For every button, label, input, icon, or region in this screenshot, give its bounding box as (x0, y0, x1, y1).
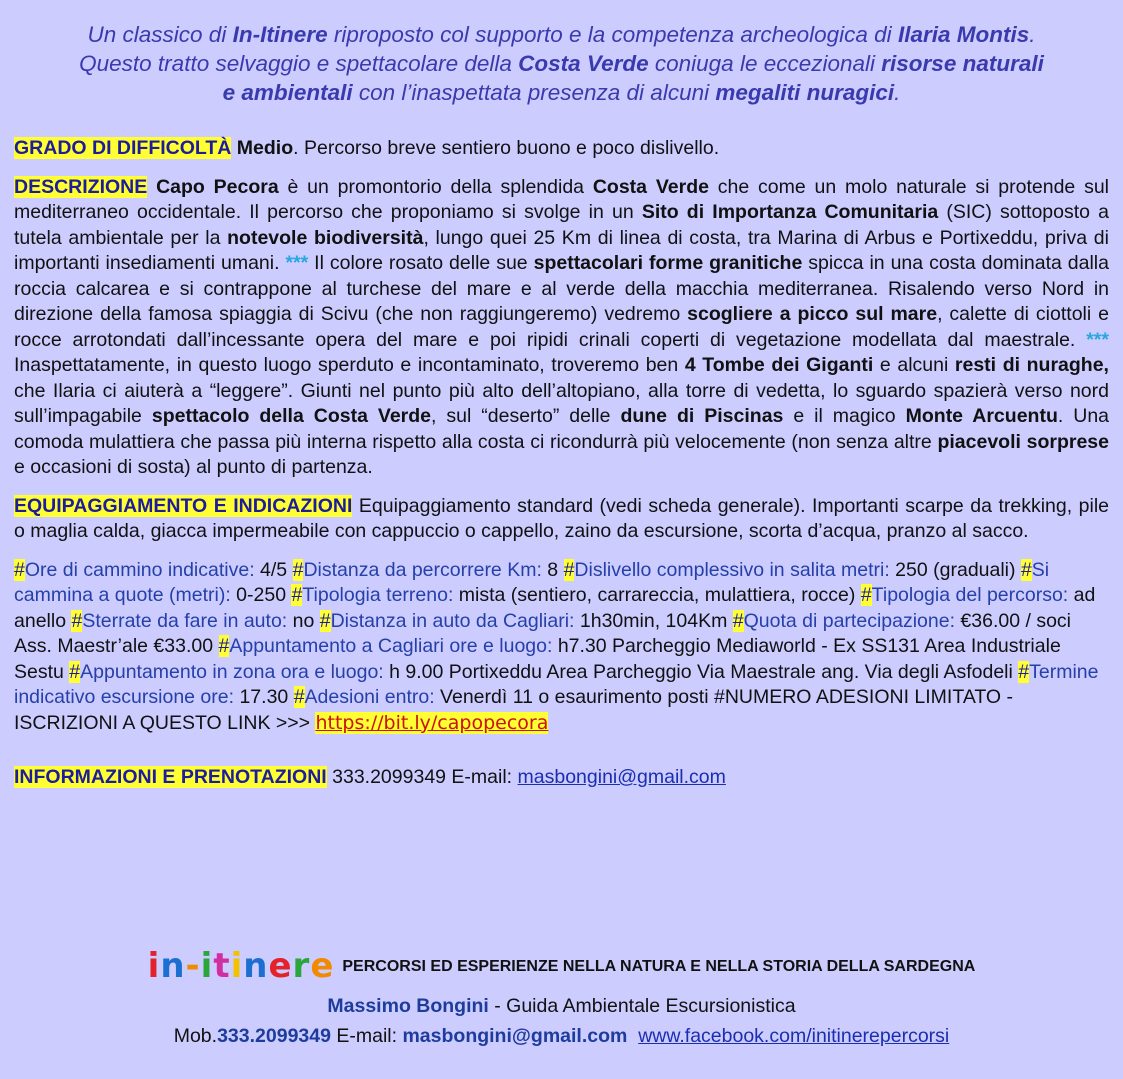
archaeologist-name: Ilaria Montis (897, 22, 1030, 47)
detail-item: #Tipologia del percorso: ad anello (14, 584, 1096, 632)
equipment-label: EQUIPAGGIAMENTO E INDICAZIONI (14, 494, 353, 517)
logo-letter: n (243, 946, 269, 986)
footer-logo-line (0, 946, 1123, 986)
signup-link[interactable]: https://bit.ly/capopecora (315, 711, 549, 734)
mobile-number: 333.2099349 (217, 1025, 331, 1047)
detail-item: #Distanza da percorrere Km: 8 (292, 558, 564, 581)
equipment-section: EQUIPAGGIAMENTO E INDICAZIONI Equipaggiamento standard (vedi scheda generale). Importanti scarpe da trekking, pile o maglia calda, giacca impermeabile con cappuccio o cappello, zaino da escursione, scorta d’acqua, pranzo al sacco. (14, 494, 1109, 542)
difficulty-label: GRADO DI DIFFICOLTÀ (14, 137, 232, 159)
detail-item: #Si cammina a quote (metri): 0-250 (14, 558, 1050, 606)
detail-item: #Adesioni entro: Venerdì 11 o esaurimento posti (293, 686, 714, 708)
logo-letter: e (310, 946, 335, 986)
footer-email: masbongini@gmail.com (402, 1025, 628, 1047)
logo-letter: i (200, 946, 214, 986)
logo-letter: i (230, 946, 244, 986)
detail-item: #Appuntamento in zona ora e luogo: h 9.00 Portixeddu Area Parcheggio Via Maestrale ang. Via degli Asfodeli (69, 660, 1019, 683)
detail-item: #Dislivello complessivo in salita metri: 250 (graduali) (563, 558, 1021, 581)
footer-guide: Massimo Bongini - Guida Ambientale Escursionistica (327, 995, 796, 1017)
difficulty-level: Medio (236, 137, 294, 159)
intro (14, 20, 1109, 107)
logo-letter: n (160, 946, 186, 986)
brand-name: In-Itinere (232, 22, 328, 47)
separator-stars: *** (285, 252, 309, 274)
detail-item: #Tipologia terreno: mista (sentiero, carrareccia, mulattiera, rocce) (291, 584, 861, 606)
limited-notice: #NUMERO ADESIONI LIMITATO - ISCRIZIONI A QUESTO LINK >>> (14, 686, 1014, 734)
guide-name: Massimo Bongini (327, 995, 489, 1017)
intro-line-1: Un classico di In-Itinere riproposto col supporto e la competenza archeologica di Ilaria Montis. (87, 22, 1036, 47)
details-section (14, 558, 1109, 737)
info-section: INFORMAZIONI E PRENOTAZIONI 333.2099349 E-mail: masbongini@gmail.com (14, 766, 726, 788)
logo-letter: r (292, 946, 311, 986)
logo-letter: e (268, 946, 293, 986)
description-label: DESCRIZIONE (14, 175, 148, 198)
logo-letter: i (147, 946, 161, 986)
info-label: INFORMAZIONI E PRENOTAZIONI (14, 766, 327, 788)
footer-contacts: Mob.333.2099349 E-mail: masbongini@gmail.com www.facebook.com/initinerepercorsi (173, 1025, 950, 1047)
detail-item: #Termine indicativo escursione ore: 17.30 (14, 660, 1099, 708)
detail-item: #Sterrate da fare in auto: no (71, 609, 320, 632)
detail-item: #Distanza in auto da Cagliari: 1h30min, 104Km (319, 609, 733, 632)
in-itinere-logo (148, 946, 335, 986)
detail-item: #Quota di partecipazione: €36.00 / soci Ass. Maestr’ale €33.00 (14, 609, 1071, 657)
description-section: DESCRIZIONE Capo Pecora è un promontorio della splendida Costa Verde che come un molo naturale si protende sul mediterraneo occidentale. Il percorso che proponiamo si svolge in un Sito di Importanza Comunitaria (SIC) sottoposto a tutela ambientale per la notevole biodiversità, lungo quei 25 Km di linea di costa, tra Marina di Arbus e Portixeddu, priva di importanti insediamenti umani. *** Il colore rosato delle sue spettacolari forme granitiche spicca in una costa dominata dalla roccia calcarea e si contrappone al turchese del mare e al verde della macchia mediterranea. Risalendo verso Nord in direzione della famosa spiaggia di Scivu (che non raggiungeremo) vedremo scogliere a picco sul mare, calette di ciottoli e rocce arrotondati dall’incessante opera del mare e poi ripidi crinali coperti di vegetazione modellata dal maestrale. *** Inaspettatamente, in questo luogo sperduto e incontaminato, troveremo ben 4 Tombe dei Giganti e alcuni resti di nuraghe, che Ilaria ci aiuterà a “leggere”. Giunti nel punto più alto dell’altopiano, alla torre di vedetta, lo sguardo spazierà verso nord sull’impagabile spettacolo della Costa Verde, sul “deserto” delle dune di Piscinas e il magico Monte Arcuentu. Una comoda mulattiera che passa più interna rispetto alla costa ci ricondurrà più velocemente (non senza altre piacevoli sorprese e occasioni di sosta) al punto di partenza. (14, 175, 1110, 478)
intro-line-3: e ambientali con l’inaspettata presenza di alcuni megaliti nuragici. (222, 80, 901, 105)
difficulty-section: GRADO DI DIFFICOLTÀ Medio. Percorso breve sentiero buono e poco dislivello. (14, 137, 720, 159)
logo-letter: t (213, 946, 231, 986)
separator-stars: *** (1086, 328, 1109, 351)
detail-item: #Appuntamento a Cagliari ore e luogo: h7.30 Parcheggio Mediaworld - Ex SS131 Area Industriale Sestu (14, 635, 1061, 683)
tagline: PERCORSI ED ESPERIENZE NELLA NATURA E NELLA STORIA DELLA SARDEGNA (342, 958, 976, 975)
detail-item: #Ore di cammino indicative: 4/5 (14, 558, 293, 581)
facebook-link[interactable]: www.facebook.com/initinerepercorsi (638, 1025, 950, 1047)
logo-letter: - (185, 946, 201, 986)
intro-line-2: Questo tratto selvaggio e spettacolare della Costa Verde coniuga le eccezionali risorse naturali (79, 51, 1044, 76)
info-email-link[interactable]: masbongini@gmail.com (517, 766, 726, 788)
